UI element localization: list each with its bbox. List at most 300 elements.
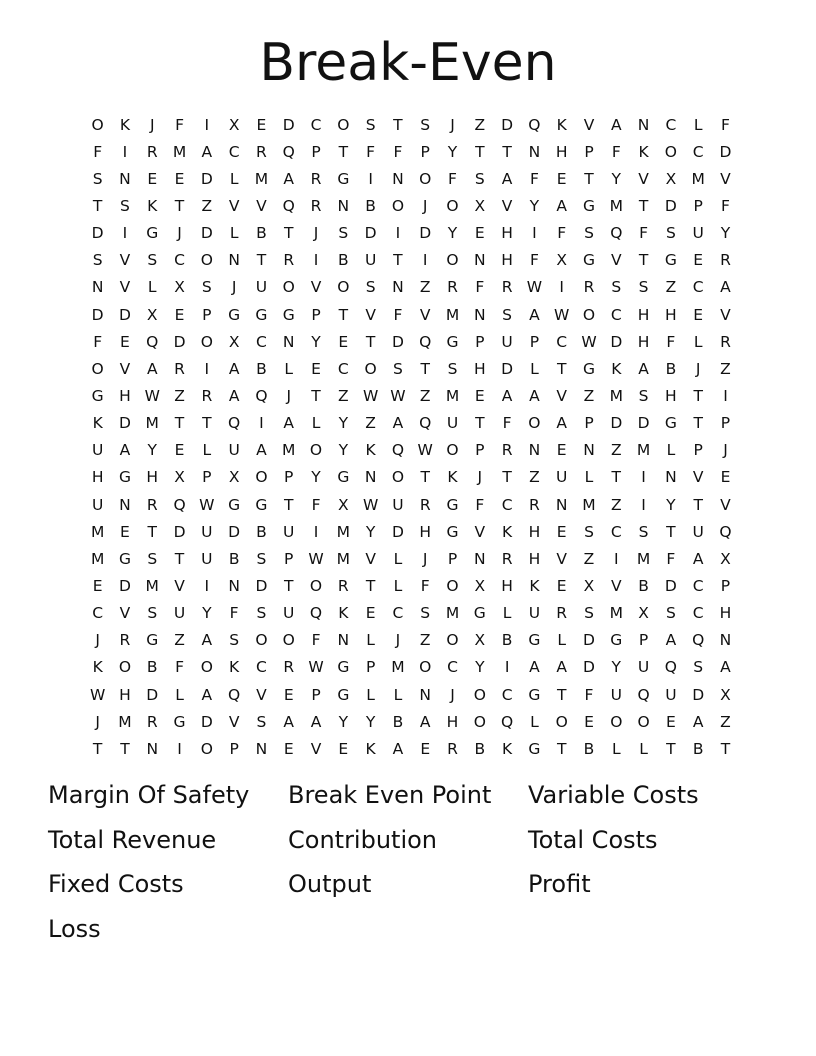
grid-letter[interactable]: Y bbox=[365, 522, 376, 541]
grid-letter[interactable]: S bbox=[447, 359, 458, 378]
grid-letter[interactable]: A bbox=[283, 414, 295, 433]
grid-letter[interactable]: L bbox=[584, 468, 594, 487]
grid-letter[interactable]: S bbox=[665, 224, 676, 243]
grid-letter[interactable]: Q bbox=[419, 414, 432, 433]
grid-letter[interactable]: O bbox=[582, 305, 596, 324]
grid-letter[interactable]: C bbox=[692, 142, 704, 161]
grid-letter[interactable]: A bbox=[720, 278, 731, 297]
grid-letter[interactable]: E bbox=[174, 305, 185, 324]
grid-letter[interactable]: R bbox=[419, 495, 431, 514]
grid-letter[interactable]: P bbox=[720, 576, 731, 595]
grid-letter[interactable]: J bbox=[695, 359, 701, 378]
grid-letter[interactable]: V bbox=[610, 576, 622, 595]
grid-letter[interactable]: D bbox=[664, 576, 677, 595]
grid-letter[interactable]: Y bbox=[311, 332, 321, 351]
grid-letter[interactable]: Z bbox=[583, 386, 595, 405]
grid-letter[interactable]: S bbox=[638, 386, 649, 405]
grid-letter[interactable]: V bbox=[119, 251, 131, 270]
grid-letter[interactable]: V bbox=[638, 169, 649, 188]
grid-letter[interactable]: C bbox=[501, 495, 513, 514]
grid-letter[interactable]: H bbox=[665, 305, 677, 324]
grid-letter[interactable]: E bbox=[556, 169, 567, 188]
grid-letter[interactable]: L bbox=[639, 739, 648, 758]
grid-letter[interactable]: V bbox=[310, 278, 322, 297]
grid-letter[interactable]: U bbox=[283, 604, 295, 623]
grid-letter[interactable]: E bbox=[474, 386, 485, 405]
grid-letter[interactable]: J bbox=[723, 441, 728, 460]
grid-letter[interactable]: A bbox=[529, 386, 540, 405]
grid-letter[interactable]: V bbox=[720, 495, 731, 514]
grid-letter[interactable]: D bbox=[228, 522, 241, 541]
grid-letter[interactable]: H bbox=[473, 359, 486, 378]
grid-letter[interactable]: I bbox=[204, 115, 210, 134]
grid-letter[interactable]: P bbox=[584, 414, 594, 433]
grid-letter[interactable]: N bbox=[583, 441, 595, 460]
grid-letter[interactable]: F bbox=[393, 142, 403, 161]
grid-letter[interactable]: L bbox=[502, 604, 512, 623]
grid-letter[interactable]: D bbox=[200, 712, 213, 731]
grid-letter[interactable]: S bbox=[147, 549, 158, 568]
grid-letter[interactable]: D bbox=[91, 305, 104, 324]
grid-letter[interactable]: P bbox=[284, 549, 294, 568]
grid-letter[interactable]: N bbox=[119, 169, 131, 188]
grid-letter[interactable]: R bbox=[283, 251, 295, 270]
grid-letter[interactable]: P bbox=[202, 468, 212, 487]
grid-letter[interactable]: T bbox=[283, 576, 294, 595]
grid-letter[interactable]: U bbox=[201, 549, 213, 568]
grid-letter[interactable]: R bbox=[501, 278, 513, 297]
grid-letter[interactable]: Q bbox=[255, 386, 268, 405]
grid-letter[interactable]: G bbox=[582, 359, 595, 378]
grid-letter[interactable]: D bbox=[364, 224, 377, 243]
grid-letter[interactable]: T bbox=[92, 196, 103, 215]
grid-letter[interactable]: G bbox=[446, 332, 459, 351]
grid-letter[interactable]: P bbox=[475, 332, 485, 351]
grid-letter[interactable]: M bbox=[145, 414, 159, 433]
grid-letter[interactable]: Z bbox=[665, 278, 677, 297]
grid-letter[interactable]: H bbox=[119, 685, 131, 704]
grid-letter[interactable]: P bbox=[447, 549, 458, 568]
grid-letter[interactable]: O bbox=[309, 576, 323, 595]
grid-letter[interactable]: R bbox=[146, 495, 158, 514]
grid-letter[interactable]: S bbox=[338, 224, 349, 243]
grid-letter[interactable]: L bbox=[366, 685, 375, 704]
grid-letter[interactable]: H bbox=[637, 332, 650, 351]
grid-letter[interactable]: E bbox=[665, 712, 676, 731]
grid-letter[interactable]: K bbox=[92, 414, 103, 433]
grid-letter[interactable]: T bbox=[556, 739, 567, 758]
grid-letter[interactable]: U bbox=[556, 468, 568, 487]
grid-letter[interactable]: V bbox=[119, 604, 131, 623]
grid-letter[interactable]: T bbox=[338, 305, 349, 324]
grid-letter[interactable]: O bbox=[473, 712, 486, 731]
grid-letter[interactable]: U bbox=[692, 522, 704, 541]
grid-letter[interactable]: O bbox=[255, 631, 268, 650]
grid-letter[interactable]: D bbox=[118, 305, 131, 324]
grid-letter[interactable]: K bbox=[229, 658, 240, 677]
grid-letter[interactable]: A bbox=[419, 712, 431, 731]
grid-letter[interactable]: N bbox=[337, 196, 350, 215]
grid-letter[interactable]: F bbox=[666, 332, 676, 351]
grid-letter[interactable]: X bbox=[638, 604, 649, 623]
grid-letter[interactable]: V bbox=[310, 739, 322, 758]
grid-letter[interactable]: O bbox=[473, 685, 486, 704]
grid-letter[interactable]: F bbox=[475, 278, 485, 297]
grid-letter[interactable]: C bbox=[256, 332, 267, 351]
grid-letter[interactable]: J bbox=[450, 115, 455, 134]
grid-letter[interactable]: H bbox=[665, 386, 677, 405]
grid-letter[interactable]: W bbox=[362, 495, 379, 514]
grid-letter[interactable]: X bbox=[474, 631, 486, 650]
grid-letter[interactable]: E bbox=[420, 739, 431, 758]
grid-letter[interactable]: X bbox=[583, 576, 595, 595]
grid-letter[interactable]: U bbox=[501, 332, 513, 351]
grid-letter[interactable]: M bbox=[90, 549, 105, 568]
grid-letter[interactable]: H bbox=[119, 386, 131, 405]
grid-letter[interactable]: E bbox=[92, 576, 103, 595]
grid-letter[interactable]: L bbox=[530, 359, 539, 378]
grid-letter[interactable]: A bbox=[556, 414, 567, 433]
grid-letter[interactable]: R bbox=[447, 278, 458, 297]
grid-letter[interactable]: T bbox=[202, 414, 212, 433]
grid-letter[interactable]: R bbox=[119, 631, 131, 650]
grid-letter[interactable]: T bbox=[693, 495, 703, 514]
grid-letter[interactable]: R bbox=[310, 169, 322, 188]
grid-letter[interactable]: N bbox=[392, 278, 404, 297]
grid-letter[interactable]: E bbox=[174, 441, 185, 460]
grid-letter[interactable]: G bbox=[146, 224, 159, 243]
grid-letter[interactable]: Y bbox=[447, 224, 458, 243]
grid-letter[interactable]: P bbox=[720, 414, 731, 433]
grid-letter[interactable]: G bbox=[337, 658, 350, 677]
grid-letter[interactable]: R bbox=[174, 359, 185, 378]
grid-letter[interactable]: E bbox=[720, 468, 731, 487]
grid-letter[interactable]: R bbox=[529, 495, 540, 514]
grid-letter[interactable]: G bbox=[282, 305, 295, 324]
grid-letter[interactable]: F bbox=[93, 332, 103, 351]
grid-letter[interactable]: N bbox=[719, 631, 732, 650]
grid-letter[interactable]: A bbox=[692, 549, 704, 568]
grid-letter[interactable]: F bbox=[366, 142, 376, 161]
grid-letter[interactable]: Q bbox=[719, 522, 732, 541]
grid-letter[interactable]: A bbox=[201, 142, 213, 161]
grid-letter[interactable]: E bbox=[556, 441, 567, 460]
grid-letter[interactable]: P bbox=[693, 196, 703, 215]
grid-letter[interactable]: P bbox=[420, 142, 430, 161]
grid-letter[interactable]: B bbox=[256, 522, 267, 541]
grid-letter[interactable]: L bbox=[366, 631, 375, 650]
grid-letter[interactable]: O bbox=[391, 468, 405, 487]
grid-letter[interactable]: N bbox=[337, 631, 350, 650]
grid-letter[interactable]: E bbox=[174, 169, 185, 188]
grid-letter[interactable]: N bbox=[392, 169, 404, 188]
grid-letter[interactable]: N bbox=[474, 549, 486, 568]
grid-letter[interactable]: C bbox=[310, 115, 322, 134]
grid-letter[interactable]: O bbox=[446, 576, 459, 595]
grid-letter[interactable]: U bbox=[692, 224, 704, 243]
grid-letter[interactable]: A bbox=[201, 631, 213, 650]
grid-letter[interactable]: T bbox=[502, 142, 512, 161]
grid-letter[interactable]: Q bbox=[282, 142, 295, 161]
grid-letter[interactable]: Y bbox=[365, 712, 376, 731]
grid-letter[interactable]: U bbox=[446, 414, 459, 433]
grid-letter[interactable]: I bbox=[313, 522, 319, 541]
grid-letter[interactable]: J bbox=[395, 631, 401, 650]
grid-letter[interactable]: P bbox=[475, 441, 485, 460]
grid-letter[interactable]: D bbox=[719, 142, 732, 161]
grid-letter[interactable]: I bbox=[122, 142, 128, 161]
grid-letter[interactable]: B bbox=[338, 251, 349, 270]
grid-letter[interactable]: R bbox=[720, 332, 731, 351]
grid-letter[interactable]: D bbox=[118, 576, 131, 595]
grid-letter[interactable]: A bbox=[638, 359, 649, 378]
grid-letter[interactable]: P bbox=[311, 685, 321, 704]
grid-letter[interactable]: O bbox=[282, 631, 295, 650]
grid-letter[interactable]: V bbox=[365, 305, 376, 324]
grid-letter[interactable]: Q bbox=[610, 224, 623, 243]
grid-letter[interactable]: X bbox=[146, 305, 158, 324]
grid-letter[interactable]: F bbox=[175, 658, 184, 677]
grid-letter[interactable]: R bbox=[146, 712, 158, 731]
grid-letter[interactable]: T bbox=[475, 414, 485, 433]
grid-letter[interactable]: G bbox=[446, 495, 459, 514]
grid-letter[interactable]: M bbox=[336, 549, 350, 568]
grid-letter[interactable]: W bbox=[89, 685, 106, 704]
grid-letter[interactable]: E bbox=[120, 332, 130, 351]
grid-letter[interactable]: X bbox=[174, 278, 185, 297]
grid-letter[interactable]: Z bbox=[174, 386, 185, 405]
grid-letter[interactable]: G bbox=[118, 468, 131, 487]
grid-letter[interactable]: Q bbox=[664, 658, 677, 677]
grid-letter[interactable]: G bbox=[228, 495, 241, 514]
grid-letter[interactable]: H bbox=[637, 305, 650, 324]
grid-letter[interactable]: O bbox=[528, 414, 541, 433]
grid-letter[interactable]: I bbox=[313, 251, 319, 270]
grid-letter[interactable]: W bbox=[199, 495, 215, 514]
grid-letter[interactable]: X bbox=[474, 196, 486, 215]
grid-letter[interactable]: U bbox=[201, 522, 213, 541]
grid-letter[interactable]: G bbox=[582, 196, 595, 215]
grid-letter[interactable]: W bbox=[390, 386, 406, 405]
grid-letter[interactable]: N bbox=[91, 278, 104, 297]
grid-letter[interactable]: T bbox=[420, 359, 430, 378]
grid-letter[interactable]: D bbox=[146, 685, 159, 704]
grid-letter[interactable]: M bbox=[445, 305, 460, 324]
grid-letter[interactable]: B bbox=[228, 549, 240, 568]
grid-letter[interactable]: K bbox=[447, 468, 458, 487]
grid-letter[interactable]: T bbox=[174, 196, 185, 215]
grid-letter[interactable]: D bbox=[583, 658, 595, 677]
grid-letter[interactable]: V bbox=[228, 712, 240, 731]
grid-letter[interactable]: O bbox=[446, 441, 459, 460]
grid-letter[interactable]: J bbox=[313, 224, 319, 243]
grid-letter[interactable]: C bbox=[692, 604, 704, 623]
grid-letter[interactable]: L bbox=[693, 115, 703, 134]
grid-letter[interactable]: K bbox=[92, 658, 103, 677]
grid-letter[interactable]: V bbox=[692, 468, 704, 487]
grid-letter[interactable]: O bbox=[419, 658, 432, 677]
grid-letter[interactable]: F bbox=[502, 414, 512, 433]
grid-letter[interactable]: O bbox=[446, 251, 459, 270]
grid-letter[interactable]: J bbox=[450, 685, 455, 704]
grid-letter[interactable]: P bbox=[584, 142, 594, 161]
grid-letter[interactable]: F bbox=[175, 115, 184, 134]
grid-letter[interactable]: D bbox=[255, 576, 268, 595]
grid-letter[interactable]: R bbox=[720, 251, 731, 270]
grid-letter[interactable]: T bbox=[556, 359, 567, 378]
grid-letter[interactable]: N bbox=[474, 305, 486, 324]
grid-letter[interactable]: K bbox=[529, 576, 540, 595]
grid-letter[interactable]: T bbox=[666, 739, 676, 758]
grid-letter[interactable]: Q bbox=[309, 604, 323, 623]
grid-letter[interactable]: S bbox=[665, 604, 676, 623]
grid-letter[interactable]: B bbox=[392, 712, 404, 731]
grid-letter[interactable]: A bbox=[501, 386, 513, 405]
grid-letter[interactable]: K bbox=[556, 115, 567, 134]
grid-letter[interactable]: P bbox=[284, 468, 294, 487]
grid-letter[interactable]: T bbox=[338, 142, 349, 161]
grid-letter[interactable]: I bbox=[559, 278, 564, 297]
grid-letter[interactable]: B bbox=[638, 576, 649, 595]
grid-letter[interactable]: N bbox=[637, 115, 650, 134]
grid-letter[interactable]: W bbox=[526, 278, 543, 297]
grid-letter[interactable]: K bbox=[147, 196, 158, 215]
grid-letter[interactable]: V bbox=[228, 196, 240, 215]
grid-letter[interactable]: W bbox=[362, 386, 379, 405]
grid-letter[interactable]: P bbox=[311, 142, 321, 161]
grid-letter[interactable]: O bbox=[255, 468, 268, 487]
grid-letter[interactable]: T bbox=[556, 685, 567, 704]
grid-letter[interactable]: Y bbox=[447, 142, 458, 161]
grid-letter[interactable]: T bbox=[311, 386, 321, 405]
grid-letter[interactable]: S bbox=[584, 604, 594, 623]
grid-letter[interactable]: M bbox=[145, 576, 159, 595]
grid-letter[interactable]: S bbox=[229, 631, 240, 650]
grid-letter[interactable]: O bbox=[200, 251, 213, 270]
grid-letter[interactable]: C bbox=[392, 604, 404, 623]
grid-letter[interactable]: S bbox=[201, 278, 212, 297]
grid-letter[interactable]: M bbox=[609, 604, 623, 623]
grid-letter[interactable]: R bbox=[310, 196, 322, 215]
grid-letter[interactable]: I bbox=[368, 169, 373, 188]
grid-letter[interactable]: E bbox=[474, 224, 485, 243]
grid-letter[interactable]: G bbox=[473, 604, 486, 623]
grid-letter[interactable]: Z bbox=[419, 386, 431, 405]
grid-letter[interactable]: V bbox=[720, 305, 731, 324]
grid-letter[interactable]: E bbox=[693, 305, 704, 324]
grid-letter[interactable]: K bbox=[338, 604, 349, 623]
grid-letter[interactable]: E bbox=[311, 359, 321, 378]
grid-letter[interactable]: O bbox=[391, 196, 405, 215]
grid-letter[interactable]: S bbox=[256, 604, 267, 623]
grid-letter[interactable]: G bbox=[91, 386, 104, 405]
grid-letter[interactable]: T bbox=[584, 169, 594, 188]
grid-letter[interactable]: G bbox=[664, 251, 677, 270]
grid-letter[interactable]: X bbox=[228, 468, 240, 487]
grid-letter[interactable]: D bbox=[391, 522, 404, 541]
grid-letter[interactable]: O bbox=[309, 441, 323, 460]
grid-letter[interactable]: Z bbox=[419, 631, 431, 650]
grid-letter[interactable]: T bbox=[393, 251, 403, 270]
grid-letter[interactable]: L bbox=[611, 739, 621, 758]
grid-letter[interactable]: V bbox=[583, 115, 595, 134]
grid-letter[interactable]: Y bbox=[475, 658, 485, 677]
grid-letter[interactable]: B bbox=[146, 658, 158, 677]
grid-letter[interactable]: H bbox=[146, 468, 159, 487]
grid-letter[interactable]: D bbox=[200, 224, 213, 243]
grid-letter[interactable]: O bbox=[200, 658, 213, 677]
grid-letter[interactable]: L bbox=[229, 224, 239, 243]
grid-letter[interactable]: G bbox=[118, 549, 131, 568]
grid-letter[interactable]: G bbox=[664, 414, 677, 433]
grid-letter[interactable]: T bbox=[420, 468, 430, 487]
grid-letter[interactable]: M bbox=[282, 441, 296, 460]
grid-letter[interactable]: G bbox=[582, 251, 595, 270]
grid-letter[interactable]: D bbox=[173, 522, 186, 541]
grid-letter[interactable]: G bbox=[446, 522, 459, 541]
grid-letter[interactable]: L bbox=[666, 441, 676, 460]
grid-letter[interactable]: M bbox=[172, 142, 187, 161]
grid-letter[interactable]: K bbox=[365, 739, 376, 758]
grid-letter[interactable]: O bbox=[282, 278, 295, 297]
grid-letter[interactable]: F bbox=[721, 196, 730, 215]
grid-letter[interactable]: A bbox=[392, 739, 404, 758]
grid-letter[interactable]: S bbox=[392, 359, 403, 378]
grid-letter[interactable]: R bbox=[501, 549, 513, 568]
grid-letter[interactable]: C bbox=[337, 359, 349, 378]
grid-letter[interactable]: O bbox=[419, 169, 432, 188]
grid-letter[interactable]: J bbox=[95, 631, 100, 650]
grid-letter[interactable]: U bbox=[91, 495, 104, 514]
grid-letter[interactable]: J bbox=[422, 549, 428, 568]
grid-letter[interactable]: Q bbox=[637, 685, 650, 704]
grid-letter[interactable]: W bbox=[581, 332, 597, 351]
grid-letter[interactable]: J bbox=[231, 278, 237, 297]
grid-letter[interactable]: G bbox=[528, 631, 541, 650]
grid-letter[interactable]: F bbox=[666, 549, 676, 568]
grid-letter[interactable]: A bbox=[201, 685, 213, 704]
grid-letter[interactable]: A bbox=[256, 441, 267, 460]
grid-letter[interactable]: F bbox=[557, 224, 567, 243]
grid-letter[interactable]: U bbox=[173, 604, 186, 623]
grid-letter[interactable]: P bbox=[638, 631, 649, 650]
grid-letter[interactable]: L bbox=[393, 549, 403, 568]
grid-letter[interactable]: Q bbox=[501, 712, 514, 731]
grid-letter[interactable]: I bbox=[395, 224, 401, 243]
grid-letter[interactable]: Z bbox=[720, 359, 731, 378]
grid-letter[interactable]: J bbox=[477, 468, 483, 487]
grid-letter[interactable]: O bbox=[337, 278, 350, 297]
grid-letter[interactable]: L bbox=[175, 685, 184, 704]
grid-letter[interactable]: J bbox=[177, 224, 182, 243]
grid-letter[interactable]: O bbox=[200, 739, 213, 758]
grid-letter[interactable]: T bbox=[611, 468, 622, 487]
grid-letter[interactable]: N bbox=[555, 495, 568, 514]
grid-letter[interactable]: Y bbox=[611, 658, 622, 677]
grid-letter[interactable]: R bbox=[447, 739, 458, 758]
grid-letter[interactable]: M bbox=[636, 549, 651, 568]
grid-letter[interactable]: T bbox=[174, 549, 185, 568]
grid-letter[interactable]: A bbox=[501, 169, 513, 188]
grid-letter[interactable]: Y bbox=[720, 224, 731, 243]
grid-letter[interactable]: B bbox=[665, 359, 677, 378]
grid-letter[interactable]: X bbox=[556, 251, 567, 270]
grid-letter[interactable]: F bbox=[393, 305, 403, 324]
grid-letter[interactable]: P bbox=[365, 658, 376, 677]
grid-letter[interactable]: A bbox=[692, 712, 704, 731]
grid-letter[interactable]: C bbox=[610, 305, 622, 324]
grid-letter[interactable]: F bbox=[529, 251, 539, 270]
